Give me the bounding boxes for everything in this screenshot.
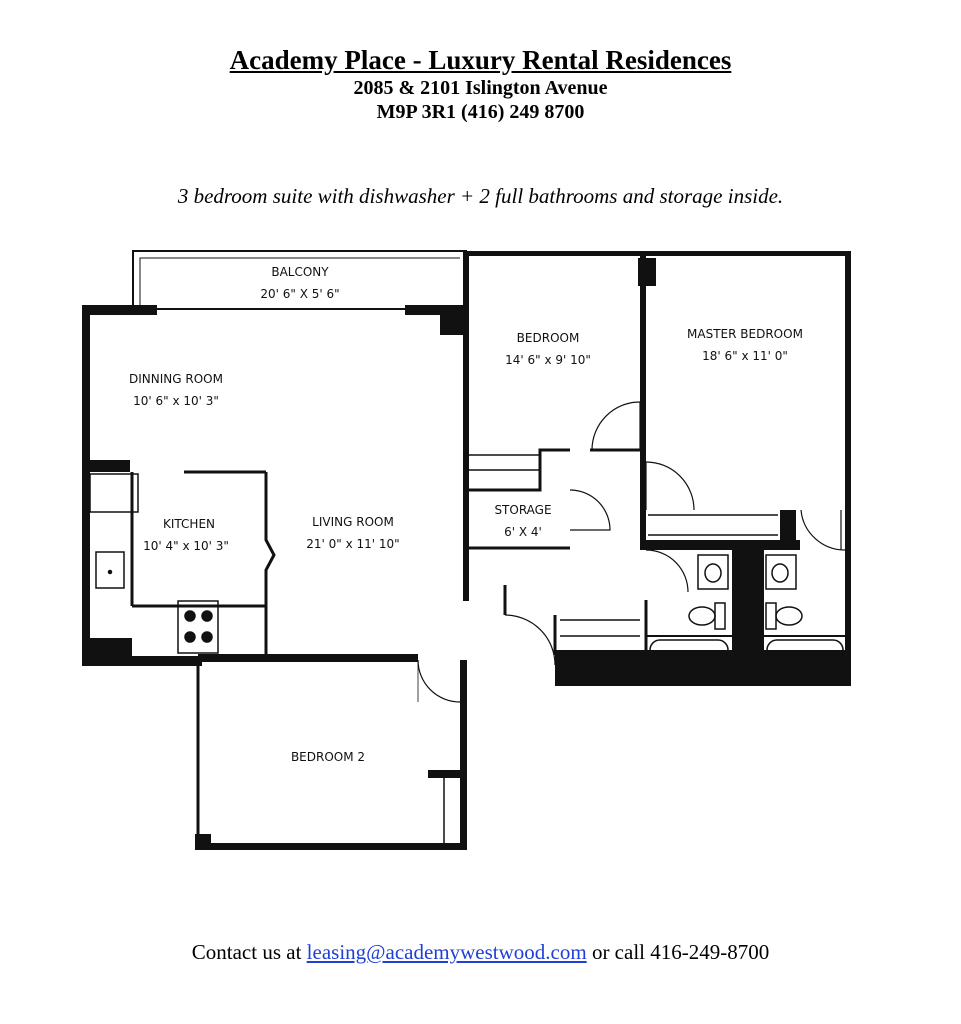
contact-line — [0, 940, 961, 965]
kitchen-fixtures — [90, 474, 218, 653]
bedroom2-label: BEDROOM 2 — [290, 750, 366, 764]
dinning-room-dims: 10' 6" x 10' 3" — [133, 394, 219, 408]
contact-prefix: Contact us at — [191, 940, 302, 964]
living-room-label: LIVING ROOM — [312, 515, 394, 529]
balcony-label: BALCONY — [271, 265, 329, 279]
master-bedroom-dims: 18' 6" x 11' 0" — [702, 349, 788, 363]
kitchen-label: KITCHEN — [163, 517, 215, 531]
master-bedroom-label: MASTER BEDROOM — [687, 327, 803, 341]
living-room-dims: 21' 0" x 11' 10" — [306, 537, 400, 551]
balcony-dims: 20' 6" X 5' 6" — [260, 287, 340, 301]
dinning-room-label: DINNING ROOM — [129, 372, 223, 386]
page-title: Academy Place - Luxury Rental Residences — [229, 45, 732, 75]
postal-phone-line: M9P 3R1 (416) 249 8700 — [376, 101, 585, 123]
email-link[interactable]: leasing@academywestwood.com — [306, 940, 587, 964]
bedroom-label: BEDROOM — [516, 331, 580, 345]
suite-description: 3 bedroom suite with dishwasher + 2 full bathrooms and storage inside. — [177, 184, 784, 208]
contact-suffix: or call 416-249-8700 — [591, 940, 770, 964]
storage-label: STORAGE — [494, 503, 552, 517]
kitchen-dims: 10' 4" x 10' 3" — [143, 539, 229, 553]
bedroom-dims: 14' 6" x 9' 10" — [505, 353, 591, 367]
address-line: 2085 & 2101 Islington Avenue — [353, 77, 608, 99]
storage-dims: 6' X 4' — [504, 525, 542, 539]
